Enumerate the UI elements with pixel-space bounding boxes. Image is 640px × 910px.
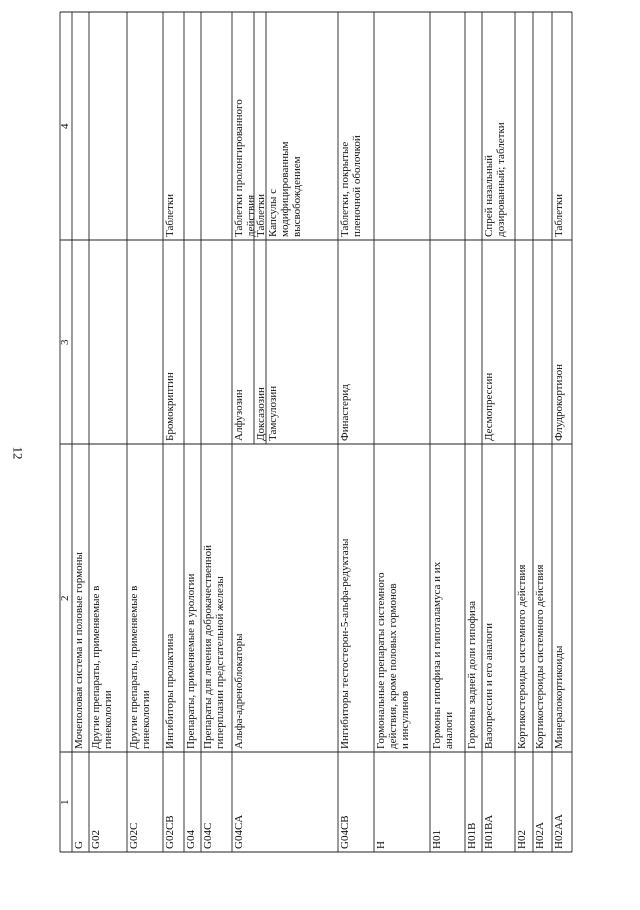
atc-code-line: G04 xyxy=(185,830,197,849)
atc-group-name-line: Минералокортикоиды xyxy=(553,645,565,749)
atc-group-name-line: Ингибиторы пролактина xyxy=(164,633,176,749)
atc-group-name-line: действия, кроме половых гормонов xyxy=(387,583,399,749)
atc-group-name-line: и инсулинов xyxy=(399,690,411,749)
atc-group-name xyxy=(534,565,546,749)
atc-group-name xyxy=(553,645,565,749)
dosage-form-line: Таблетки, покрытые xyxy=(339,141,351,237)
atc-group-name-line: гиперплазии предстательной железы xyxy=(214,576,226,749)
atc-group-name xyxy=(431,561,455,749)
atc-group-name-line: Препараты для лечения доброкачественной xyxy=(202,545,214,749)
atc-code xyxy=(516,830,528,849)
atc-group-name xyxy=(516,565,528,749)
dosage-form xyxy=(164,194,176,237)
page-number: 12 xyxy=(10,446,25,460)
drug-name-line: Десмопрессин xyxy=(483,372,495,441)
atc-group-name xyxy=(202,545,226,749)
dosage-form-line: Таблетки xyxy=(553,193,565,237)
atc-group-name-line: Другие препараты, применяемые в xyxy=(90,585,102,749)
dosage-form-line: Таблетки xyxy=(255,193,267,237)
dosage-form xyxy=(483,122,507,237)
atc-group-name xyxy=(339,538,351,749)
atc-code xyxy=(534,822,546,849)
drug-name-line: Алфузозин xyxy=(233,389,245,441)
atc-code xyxy=(375,841,387,849)
atc-code-line: H02A xyxy=(534,822,546,849)
atc-group-name-line: Другие препараты, применяемые в xyxy=(128,585,140,749)
column-number-2: 2 xyxy=(59,595,71,601)
atc-code xyxy=(483,815,495,849)
atc-code-line: H01BA xyxy=(483,814,495,849)
atc-code xyxy=(185,830,197,849)
atc-group-name-line: Ингибиторы тестостерон-5-альфа-редуктазы xyxy=(339,538,351,749)
drug-name xyxy=(553,364,565,441)
drug-name xyxy=(339,384,351,441)
atc-code-line: G xyxy=(73,841,85,849)
drug-name-line: Флудрокортизон xyxy=(553,363,565,441)
drug-name-line: Финастерид xyxy=(339,384,351,441)
atc-group-name-line: гинекологии xyxy=(102,690,114,749)
atc-code-line: G04C xyxy=(202,822,214,849)
dosage-form-line: Капсулы с xyxy=(267,188,279,237)
atc-group-name xyxy=(466,601,478,749)
atc-code-line: G02CB xyxy=(164,815,176,849)
drug-name-line: Бромокриптин xyxy=(164,372,176,441)
drug-name xyxy=(267,386,279,441)
atc-code xyxy=(164,815,176,849)
atc-code-line: G04CB xyxy=(339,815,351,849)
atc-code xyxy=(339,815,351,849)
atc-code-line: H01B xyxy=(466,822,478,849)
dosage-form-line: Таблетки xyxy=(164,193,176,237)
atc-group-name-line: Кортикостероиды системного действия xyxy=(534,564,546,749)
atc-code xyxy=(431,830,443,849)
atc-code-line: G02C xyxy=(128,822,140,849)
atc-code xyxy=(233,815,245,849)
atc-group-name-line: Гормоны гипофиза и гипоталамуса и их xyxy=(431,561,443,749)
dosage-form-line: модифицированным xyxy=(279,141,291,237)
atc-group-name-line: Кортикостероиды системного действия xyxy=(516,564,528,749)
dosage-form-line: Таблетки пролонгированного xyxy=(233,99,245,237)
column-number-1: 1 xyxy=(59,799,71,805)
atc-group-name xyxy=(233,633,245,749)
dosage-form-line: пленочной оболочкой xyxy=(351,135,363,237)
atc-code-line: H xyxy=(375,841,387,849)
atc-group-name xyxy=(164,634,176,749)
atc-code-line: H02AA xyxy=(553,814,565,849)
atc-group-name-line: Гормоны задней доли гипофиза xyxy=(466,600,478,749)
dosage-form xyxy=(553,194,565,237)
drug-name xyxy=(483,373,495,441)
atc-code-line: H01 xyxy=(431,830,443,849)
drug-name-line: Тамсулозин xyxy=(267,385,279,441)
atc-group-name xyxy=(90,586,114,749)
drug-name xyxy=(233,389,245,441)
atc-code xyxy=(128,823,140,849)
atc-group-name-line: гинекологии xyxy=(140,690,152,749)
atc-code xyxy=(73,841,85,849)
atc-group-name-line: Альфа-адреноблокаторы xyxy=(233,633,245,749)
column-number-4: 4 xyxy=(59,123,71,129)
dosage-form-line: высвобождением xyxy=(291,156,303,237)
atc-code xyxy=(90,830,102,849)
dosage-form-line: действия xyxy=(245,194,257,237)
atc-group-name xyxy=(375,572,411,749)
atc-code xyxy=(202,823,214,849)
atc-group-name-line: Вазопрессин и его аналоги xyxy=(483,623,495,749)
dosage-form-line: Спрей назальный xyxy=(483,154,495,237)
drug-name xyxy=(255,387,267,441)
atc-code-line: H02 xyxy=(516,830,528,849)
atc-code xyxy=(466,823,478,849)
dosage-form-line: дозированный; таблетки xyxy=(495,122,507,237)
atc-group-name-line: аналоги xyxy=(443,711,455,749)
dosage-form xyxy=(233,99,257,237)
drug-name-line: Доксазозин xyxy=(255,387,267,441)
atc-code xyxy=(553,814,565,849)
dosage-form xyxy=(267,141,303,237)
atc-code-line: G04CA xyxy=(233,814,245,849)
atc-group-name-line: Препараты, применяемые в урологии xyxy=(185,573,197,749)
dosage-form xyxy=(255,194,267,237)
dosage-form xyxy=(339,135,363,237)
atc-group-name xyxy=(483,623,495,749)
atc-group-name xyxy=(185,573,197,749)
atc-group-name xyxy=(73,552,85,749)
atc-code-line: G02 xyxy=(90,830,102,849)
column-number-3: 3 xyxy=(59,339,71,345)
atc-group-name-line: Мочеполовая система и половые гормоны xyxy=(73,552,85,749)
atc-group-name-line: Гормональные препараты системного xyxy=(375,572,387,749)
atc-group-name xyxy=(128,586,152,749)
drug-name xyxy=(164,372,176,441)
